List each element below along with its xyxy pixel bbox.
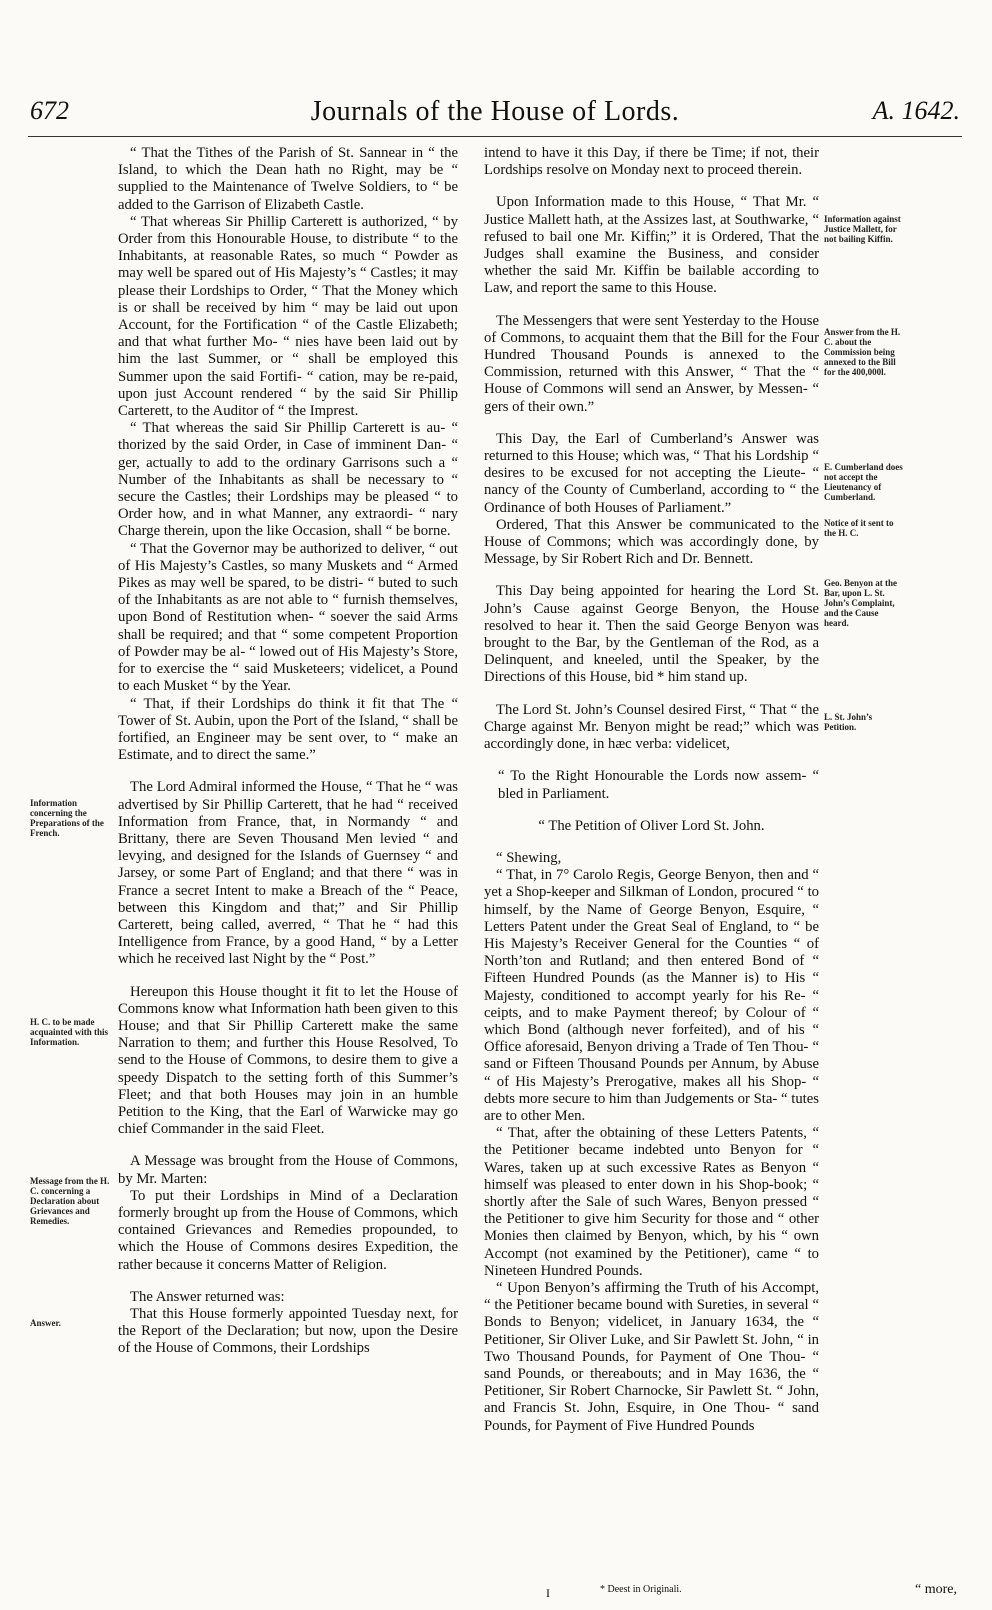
margin-note-french: Information concerning the Preparations of the French. — [30, 798, 104, 838]
running-title: Journals of the House of Lords. — [310, 96, 680, 127]
paragraph-tuesday: That this House formerly appointed Tuesday next, for the Report of the Declaration; but now, upon the Desire of the House of Commons, their Lordships — [118, 1306, 458, 1357]
paragraph-hereupon: Hereupon this House thought it fit to let the House of Commons know what Information hath been given to this House; and that Sir Phillip Carterett make the same Narration to them; and further this House Resolved, To send to the House of Commons, to desire them to give a speedy Dispatch to the setting forth of this Summer’s Fleet; and that both Houses may join in an humble Petition to the King, that the Earl of Warwicke may go chief Commander in the said Fleet. — [118, 983, 458, 1138]
paragraph-ordered: Ordered, That this Answer be communicated to the House of Commons; which was accordingly done, by Message, by Sir Robert Rich and Dr. Bennett. — [484, 516, 819, 568]
paragraph-intend: intend to have it this Day, if there be Time; if not, their Lordships resolve on Monday next to proceed therein. — [484, 145, 819, 179]
petition-shewing: “ Shewing, — [496, 849, 562, 866]
petition-letters-patent: “ That, in 7° Carolo Regis, George Benyon, then and “ yet a Shop-keeper and Silkman of London, procured “ to himself, by the Name of George Benyon, Esquire, “ Letters Patent under the Great Seal of England, to “ be His Majesty’s Receiver General for the Counties “ of North’ton and Rutland; and then entered Bond of “ Fifteen Hundred Pounds (as the Manner is) to His “ Majesty, conditioned to accompt yearly for his Re- “ ceipts, and to make Payment thereof; by Colour of “ which Bond (although never forfeited), and of his “ Office aforesaid, Benyon driving a Trade of Ten Thou- “ sand or Fifteen Thousand Pounds per Annum, by Abuse “ of His Majesty’s Prerogative, makes all his Shop- “ debts more secure to him than Judgements or Sta- “ tutes are to other Men. — [484, 867, 819, 1124]
margin-note-hc-acquainted: H. C. to be made acquainted with this Information. — [30, 1017, 109, 1047]
signature-mark: I — [546, 1586, 550, 1600]
margin-note-cumberland: E. Cumberland does not accept the Lieutenancy of Cumberland. — [824, 462, 903, 502]
paragraph-tower: “ That, if their Lordships do think it fit that The “ Tower of St. Aubin, upon the Port of the Island, “ shall be fortified, an Engineer may be sent over, to “ make an Estimate, and to direct the same.” — [118, 695, 458, 764]
paragraph-mallett: Upon Information made to this House, “ That Mr. “ Justice Mallett hath, at the Assizes last, at Southwarke, “ refused to bail one Mr. Kiffin;” it is Ordered, That the Judges shall examine the Business, and consider whether the said Mr. Kiffin be bailable according to Law, and report the same to this House. — [484, 194, 819, 297]
paragraph-benyon-cause: This Day being appointed for hearing the Lord St. John’s Cause against George Benyon, the House resolved to hear it. Then the said George Benyon was brought to the Bar, by the Gentleman of the Rod, as a Delinquent, and kneeled, until the Speaker, by the Directions of this House, bid * him stand up. — [484, 583, 819, 686]
paragraph-message: A Message was brought from the House of Commons, by Mr. Marten: — [118, 1153, 458, 1187]
petition-address: “ To the Right Honourable the Lords now assem- “ bled in Parliament. — [498, 768, 819, 802]
margin-note-notice: Notice of it sent to the H. C. — [824, 518, 894, 538]
margin-note-message: Message from the H. C. concerning a Declaration about Grievances and Remedies. — [30, 1176, 110, 1226]
margin-note-answer-hc: Answer from the H. C. about the Commission being annexed to the Bill for the 400,000l. — [824, 327, 901, 377]
page-number: 672 — [30, 96, 69, 125]
margin-note-petition: L. St. John’s Petition. — [824, 712, 873, 732]
left-column — [118, 145, 458, 1358]
paragraph-counsel: The Lord St. John’s Counsel desired First, “ That “ the Charge against Mr. Benyon might be read;” which was accordingly done, in hæc verba: videlicet, — [484, 701, 819, 753]
catchword: “ more, — [915, 1582, 957, 1597]
paragraph-answer-returned: The Answer returned was: — [130, 1288, 285, 1305]
paragraph-messengers: The Messengers that were sent Yesterday to the House of Commons, to acquaint them that the Bill for the Four Hundred Thousand Pounds is annexed to the Commission, returned with this Answer, “ That the “ House of Commons will send an Answer, by Messen- “ gers of their own.” — [484, 312, 819, 415]
paragraph-muskets: “ That the Governor may be authorized to deliver, “ out of His Majesty’s Castles, so many Muskets and “ Armed Pikes as may well be spared, to be distri- “ buted to such of the Inhabitants as are not able to “ furnish themselves, upon Bond of Restitution when- “ soever the said Arms shall be required; and that “ some competent Proportion of Powder may be al- “ lowed out of His Majesty’s Store, for to exercise the “ said Musketeers; videlicet, a Pound to each Musket “ by the Year. — [118, 540, 458, 695]
header-rule — [28, 136, 962, 137]
petition-bonds: “ Upon Benyon’s affirming the Truth of his Accompt, “ the Petitioner became bound with Sureties, in several “ Bonds to Benyon; videlicet, in January 1634, the “ Petitioner, Sir Oliver Luke, and Sir Pawlett St. John, “ in Two Thousand Pounds, for Payment of One Thou- “ sand Pounds, or thereabouts; and in May 1636, the “ Petitioner, Sir Robert Charnocke, Sir Pawlett St. “ John, and Francis St. John, Esquire, in One Thou- “ sand Pounds, for Payment of Five Hundred Pounds — [484, 1279, 819, 1434]
footnote: * Deest in Originali. — [600, 1584, 682, 1595]
year-heading: A. 1642. — [872, 96, 960, 125]
margin-note-benyon: Geo. Benyon at the Bar, upon L. St. John’s Complaint, and the Cause heard. — [824, 578, 897, 628]
page-header — [30, 96, 960, 136]
paragraph-garrisons: “ That whereas the said Sir Phillip Carterett is au- “ thorized by the said Order, in Case of imminent Dan- “ ger, actually to add to the ordinary Garrisons such a “ Number of the Inhabitants as shall be necessary to “ secure the Castles; their Lordships may be pleased “ to Order how, and in what Manner, any extraordi- “ nary Charge therein, upon the like Occasion, shall “ be borne. — [118, 420, 458, 540]
petition-title: “ The Petition of Oliver Lord St. John. — [538, 817, 765, 834]
petition-indebted: “ That, after the obtaining of these Letters Patents, “ the Petitioner became indebted unto Benyon for “ Wares, taken up at such excessive Rates as Benyon “ himself was pleased to enter down in his Shop-book; “ shortly after the Sale of such Wares, Benyon pressed “ the Petitioner to give him Security for those and “ other Monies then claimed by Benyon, which, by his “ own Accompt (not examined by the Petitioner), came “ to Nineteen Hundred Pounds. — [484, 1125, 819, 1279]
margin-note-answer: Answer. — [30, 1318, 61, 1328]
paragraph-declaration: To put their Lordships in Mind of a Declaration formerly brought up from the House of Commons, which contained Grievances and Remedies propounded, to which the House of Commons desires Expedition, the rather because it concerns Matter of Religion. — [118, 1187, 458, 1273]
paragraph-powder: “ That whereas Sir Phillip Carterett is authorized, “ by Order from this Honourable House, to distribute “ to the Inhabitants, at reasonable Rates, so much “ Powder as may well be spared out of His Majesty’s “ Castles; it may please their Lordships to Order, “ That the Money which is or shall be received by him “ may be laid out upon Account, for the Fortification “ of the Castle Elizabeth; and that what further Mo- “ nies have been laid out by him the last Summer, or “ shall be employed this Summer upon the said Fortifi- “ cation, may be re-paid, upon just Account rendered “ by the said Sir Phillip Carterett, to the Auditor of “ the Imprest. — [118, 213, 458, 420]
paragraph-cumberland: This Day, the Earl of Cumberland’s Answer was returned to this House; which was, “ That his Lordship “ desires to be excused for not accepting the Lieute- “ nancy of the County of Cumberland, according to “ the Ordinance of both Houses of Parliament.” — [484, 430, 819, 516]
paragraph-tithes: “ That the Tithes of the Parish of St. Sannear in “ the Island, to which the Dean hath no Right, may be “ supplied to the Maintenance of Twelve Soldiers, to “ be added to the Garrison of Elizabeth Castle. — [118, 145, 458, 213]
margin-note-mallett: Information against Justice Mallett, for not bailing Kiffin. — [824, 214, 901, 244]
paragraph-lord-admiral: The Lord Admiral informed the House, “ That he “ was advertised by Sir Phillip Carterett, that he had “ received Information from France, that, in Normandy “ and Brittany, there are Seven Thousand Men levied “ and levying, and designed for the Islands of Guernsey “ and Jarsey, or some Part of England; and that there “ was in France a secret Intent to make a Breach of the “ Peace, between this Kingdom and that;” and Sir Phillip Carterett, being called, averred, “ That he “ had this Intelligence from France, by a good Hand, “ by a Letter which he received last Night by the “ Post.” — [118, 779, 458, 968]
right-column — [484, 145, 819, 1435]
